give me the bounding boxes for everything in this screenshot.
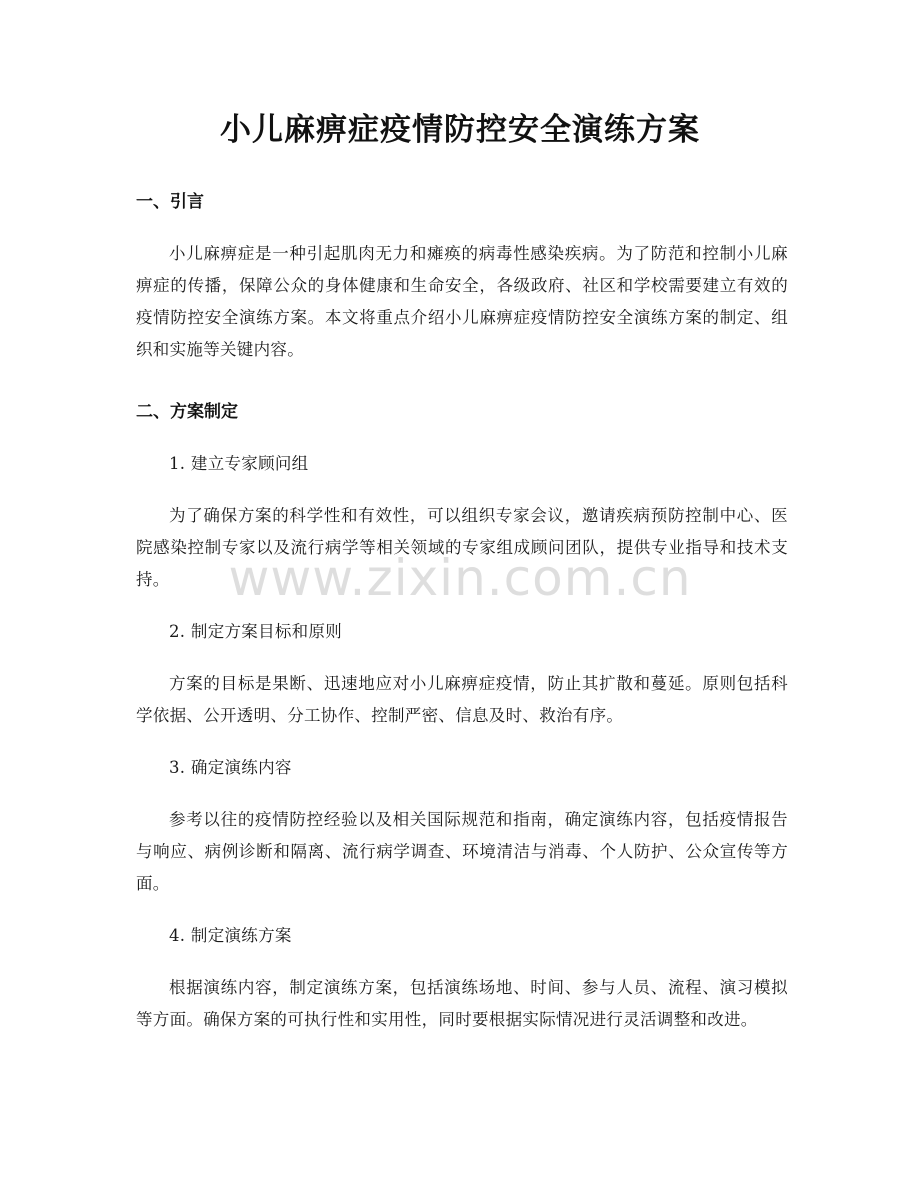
- plan-item-title: 3. 确定演练内容: [169, 758, 292, 777]
- section-heading-plan: 二、方案制定: [136, 402, 238, 422]
- plan-item-title: 2. 制定方案目标和原则: [169, 622, 343, 641]
- plan-item-paragraph: 参考以往的疫情防控经验以及相关国际规范和指南，确定演练内容，包括疫情报告与响应、病例诊断和隔离、流行病学调查、环境清洁与消毒、个人防护、公众宣传等方面。: [136, 810, 788, 893]
- intro-paragraph: 小儿麻痹症是一种引起肌肉无力和瘫痪的病毒性感染疾病。为了防范和控制小儿麻痹症的传播，保障公众的身体健康和生命安全，各级政府、社区和学校需要建立有效的疫情防控安全演练方案。本文将重点介绍小儿麻痹症疫情防控安全演练方案的制定、组织和实施等关键内容。: [136, 244, 788, 359]
- plan-item-title: 4. 制定演练方案: [169, 926, 292, 945]
- plan-item-paragraph: 方案的目标是果断、迅速地应对小儿麻痹症疫情，防止其扩散和蔓延。原则包括科学依据、公开透明、分工协作、控制严密、信息及时、救治有序。: [136, 674, 788, 725]
- section-heading-intro: 一、引言: [136, 192, 204, 212]
- plan-item-title: 1. 建立专家顾问组: [169, 454, 309, 473]
- plan-item-paragraph: 为了确保方案的科学性和有效性，可以组织专家会议，邀请疾病预防控制中心、医院感染控制专家以及流行病学等相关领域的专家组成顾问团队，提供专业指导和技术支持。: [136, 506, 788, 589]
- document-body: [136, 186, 788, 1056]
- watermark: www.zixin.com.cn: [228, 549, 692, 607]
- plan-item-paragraph: 根据演练内容，制定演练方案，包括演练场地、时间、参与人员、流程、演习模拟等方面。确保方案的可执行性和实用性，同时要根据实际情况进行灵活调整和改进。: [136, 978, 788, 1029]
- document-title: 小儿麻痹症疫情防控安全演练方案: [220, 112, 700, 148]
